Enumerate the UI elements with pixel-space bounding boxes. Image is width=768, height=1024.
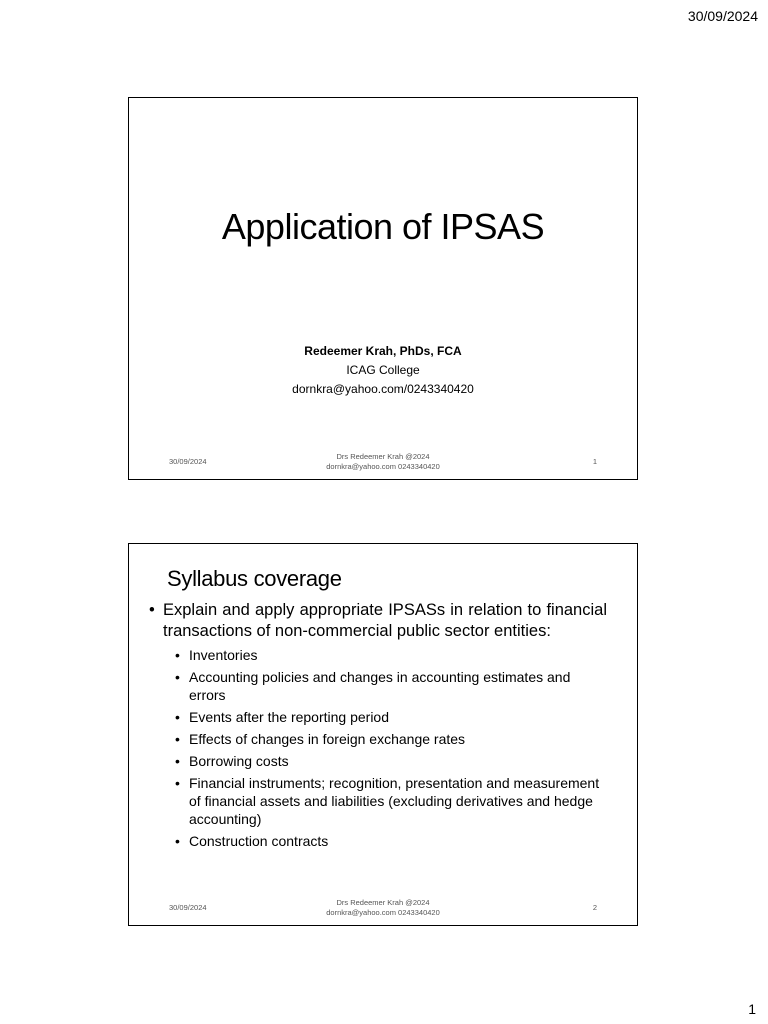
bullet-icon: • bbox=[175, 647, 180, 663]
contact-info: dornkra@yahoo.com/0243340420 bbox=[292, 382, 474, 396]
bullet-icon: • bbox=[175, 775, 180, 791]
slide-number: 2 bbox=[592, 903, 597, 912]
slide-2 bbox=[128, 543, 638, 926]
list-item-text: Effects of changes in foreign exchange rates bbox=[189, 731, 466, 747]
footer-contact-line: dornkra@yahoo.com 0243340420 bbox=[326, 462, 440, 471]
slide-number: 1 bbox=[592, 457, 597, 466]
bullet-icon: • bbox=[175, 709, 180, 725]
slide-footer-credit bbox=[129, 452, 637, 472]
list-item-text: Accounting policies and changes in accounting estimates and errors bbox=[189, 669, 571, 703]
list-item bbox=[143, 774, 607, 828]
bullet-icon: • bbox=[175, 833, 180, 849]
footer-credit-line: Drs Redeemer Krah @2024 bbox=[336, 452, 430, 461]
list-item bbox=[143, 832, 607, 850]
slide-heading: Syllabus coverage bbox=[167, 566, 342, 591]
slide-footer-date: 30/09/2024 bbox=[169, 903, 207, 912]
list-item bbox=[143, 730, 607, 748]
list-item-text: Construction contracts bbox=[189, 833, 329, 849]
page-date: 30/09/2024 bbox=[687, 8, 758, 24]
page-number: 1 bbox=[748, 1001, 756, 1017]
list-item bbox=[143, 646, 607, 664]
bullet-text: Explain and apply appropriate IPSASs in relation to financial transactions of non-commercial public sector entities: bbox=[163, 601, 607, 640]
footer-credit-line: Drs Redeemer Krah @2024 bbox=[336, 898, 430, 907]
list-item-text: Borrowing costs bbox=[189, 753, 289, 769]
list-item-text: Inventories bbox=[189, 647, 258, 663]
list-item-text: Events after the reporting period bbox=[189, 709, 390, 725]
bullet-icon: • bbox=[175, 669, 180, 685]
list-item-text: Financial instruments; recognition, presentation and measurement of financial assets and liabilities (excluding derivatives and hedge accounting) bbox=[189, 775, 600, 827]
list-item bbox=[143, 752, 607, 770]
list-item bbox=[143, 668, 607, 704]
list-item bbox=[143, 708, 607, 726]
slide-body bbox=[143, 600, 607, 854]
sub-bullet-list bbox=[143, 646, 607, 850]
slide-footer-date: 30/09/2024 bbox=[169, 457, 207, 466]
institution: ICAG College bbox=[346, 363, 420, 377]
bullet-icon: • bbox=[175, 731, 180, 747]
slide-footer-credit bbox=[129, 898, 637, 918]
author-name: Redeemer Krah, PhDs, FCA bbox=[304, 344, 462, 358]
bullet-icon: • bbox=[175, 753, 180, 769]
bullet-intro bbox=[143, 600, 607, 642]
author-block bbox=[129, 342, 637, 399]
slide-title: Application of IPSAS bbox=[221, 206, 545, 247]
bullet-icon: • bbox=[149, 601, 155, 619]
slide-1 bbox=[128, 97, 638, 480]
footer-contact-line: dornkra@yahoo.com 0243340420 bbox=[326, 908, 440, 917]
